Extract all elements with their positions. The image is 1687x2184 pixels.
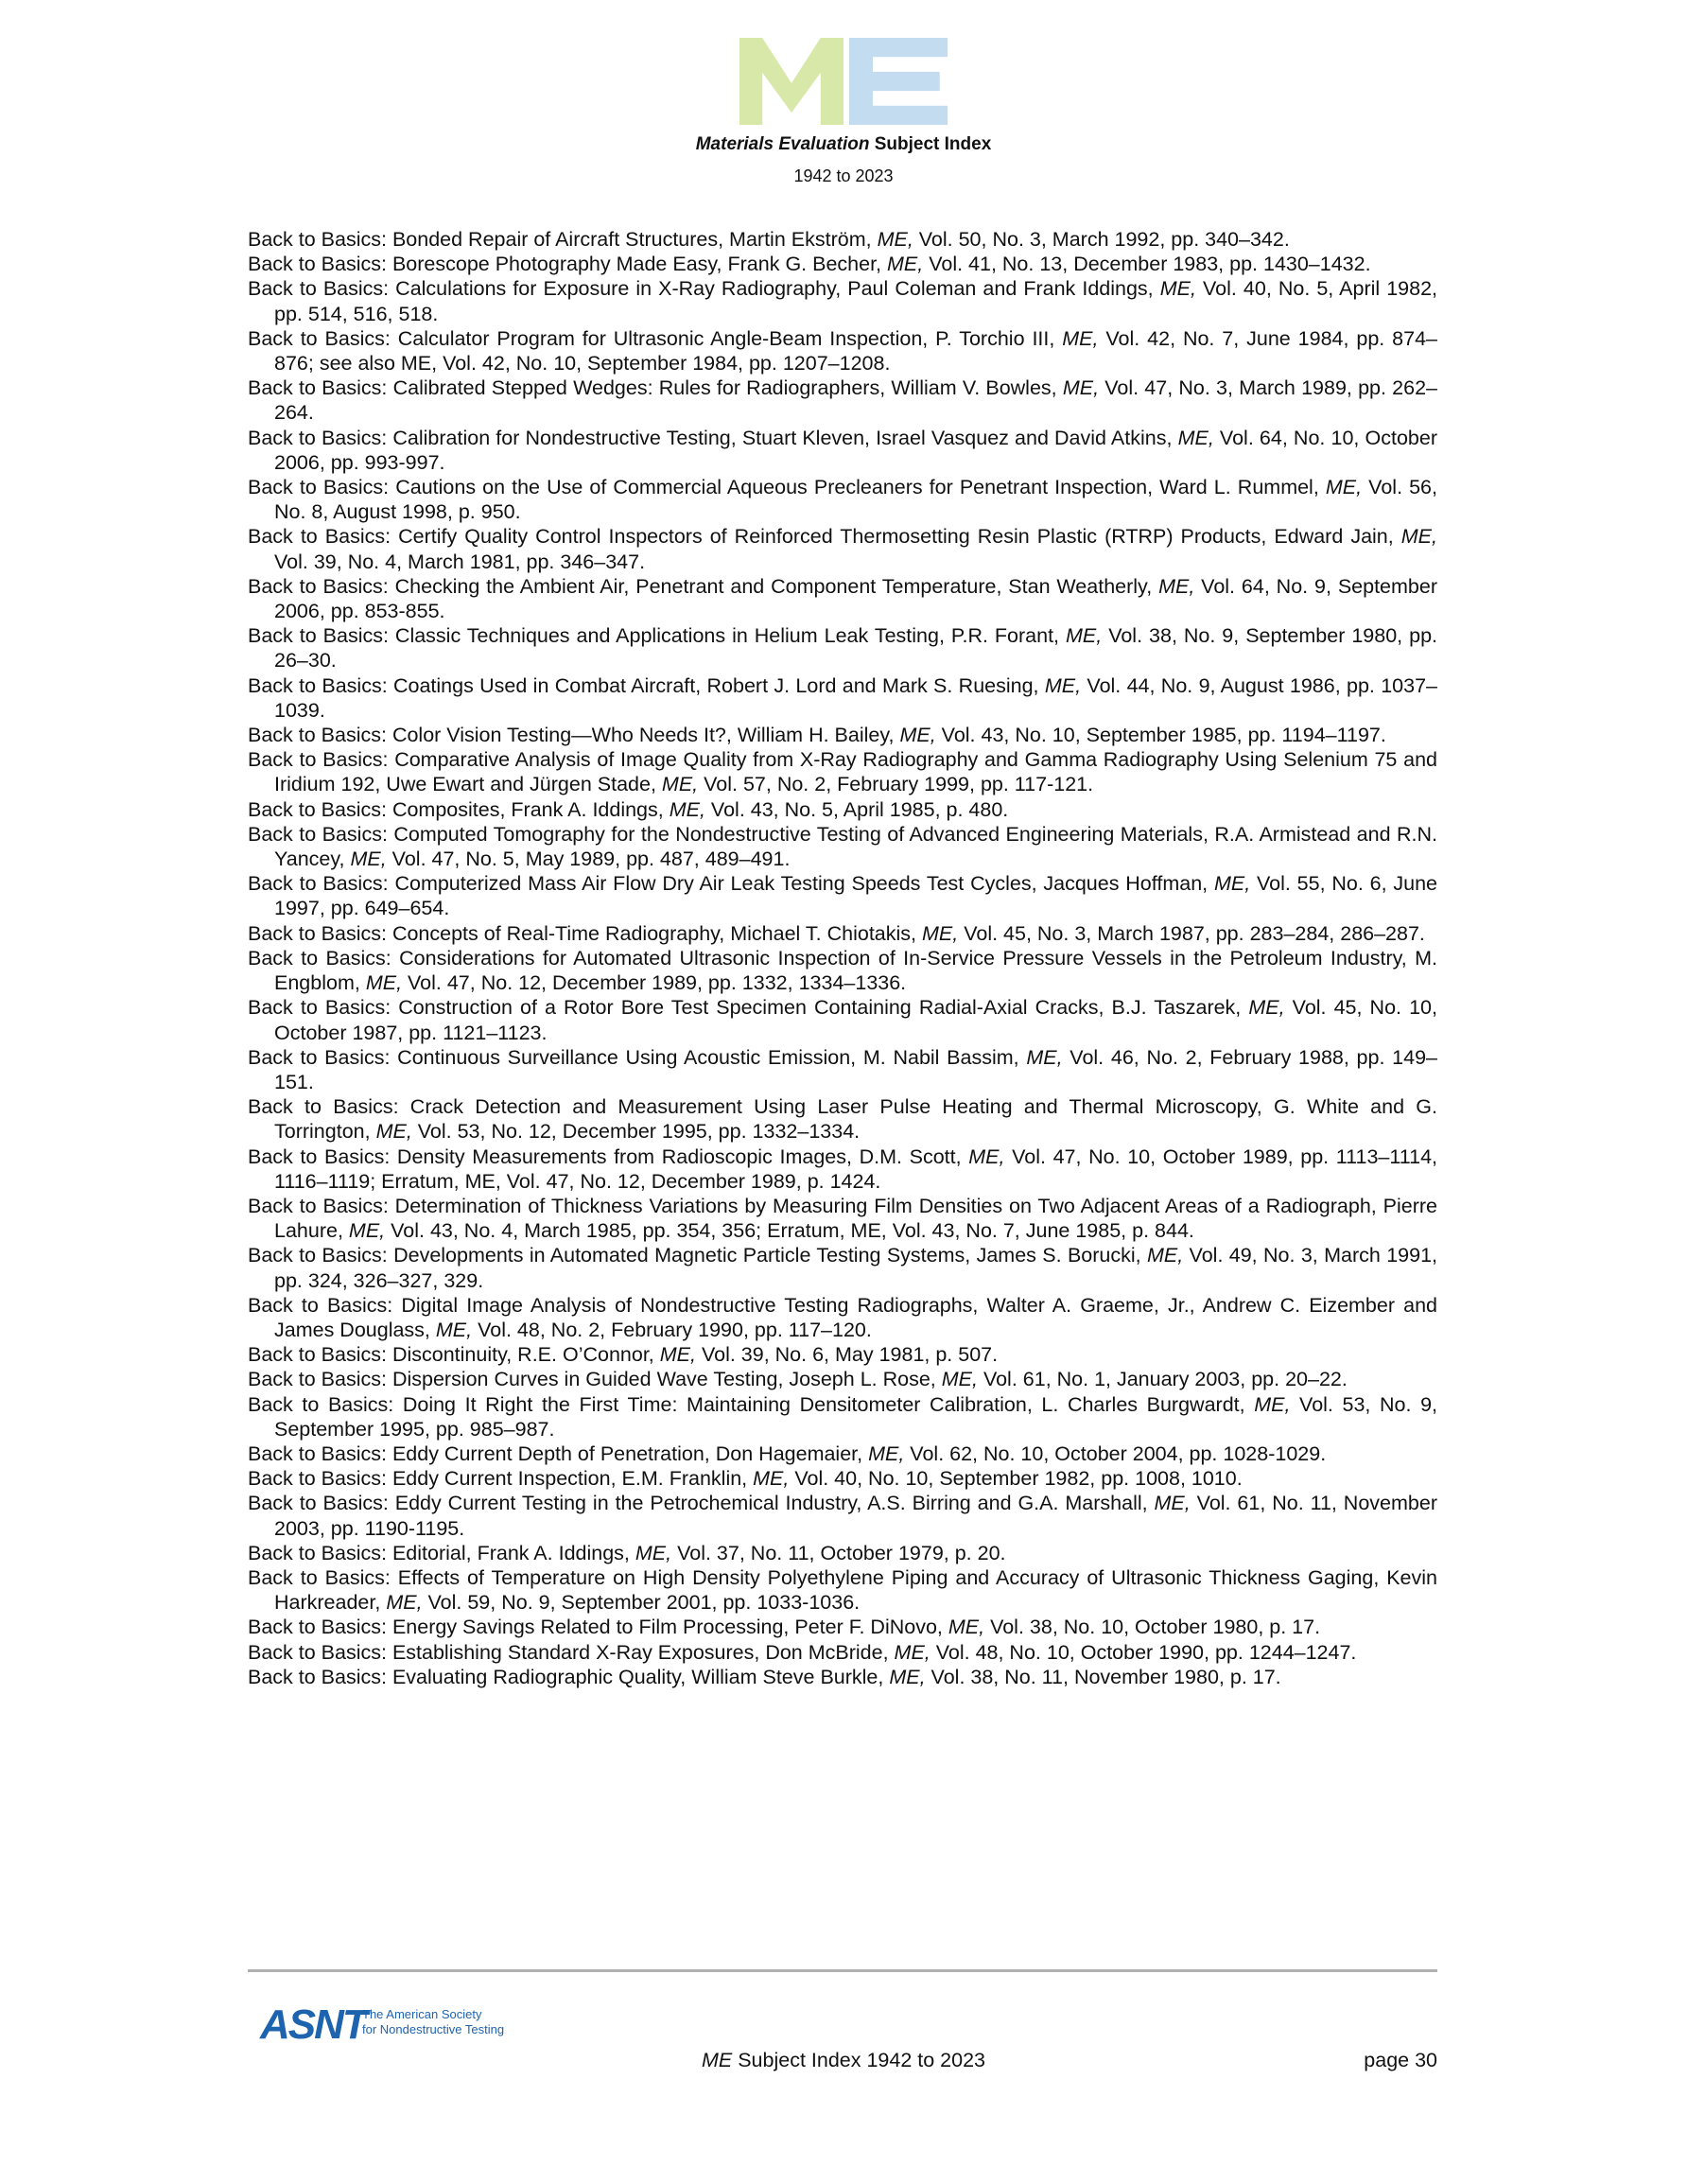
entry-title-author: Back to Basics: Calculations for Exposure in X-Ray Radiography, Paul Coleman and Frank Iddings, — [248, 277, 1160, 301]
entry-title-author: Back to Basics: Establishing Standard X-Ray Exposures, Don McBride, — [248, 1640, 895, 1664]
index-entry — [248, 326, 1437, 376]
entry-citation: Vol. 64, No. 9, September 2006, pp. 853-855. — [274, 574, 1437, 623]
asnt-logo-mark: ASNT — [260, 2001, 366, 2048]
asnt-logo-text — [362, 2007, 504, 2037]
asnt-logo — [260, 1998, 506, 2054]
entry-journal: ME, — [1248, 996, 1285, 1020]
footer-divider — [248, 1969, 1437, 1972]
entry-journal: ME, — [877, 228, 913, 251]
entry-title-author: Back to Basics: Coatings Used in Combat Aircraft, Robert J. Lord and Mark S. Ruesing, — [248, 673, 1045, 697]
entry-title-author: Back to Basics: Comparative Analysis of Image Quality from X-Ray Radiography and Gamma Radiography Using Selenium 75 and Iridium 192, Uwe Ewart and Jürgen Stade, — [248, 748, 1437, 796]
asnt-line-2: for Nondestructive Testing — [362, 2022, 505, 2036]
entry-citation: Vol. 40, No. 5, April 1982, pp. 514, 516, 518. — [274, 277, 1438, 325]
entry-citation: Vol. 38, No. 11, November 1980, p. 17. — [925, 1665, 1281, 1688]
entry-title-author: Back to Basics: Continuous Surveillance Using Acoustic Emission, M. Nabil Bassim, — [248, 1045, 1027, 1069]
entry-journal: ME, — [1066, 624, 1103, 648]
entry-title-author: Back to Basics: Borescope Photography Made Easy, Frank G. Becher, — [248, 253, 887, 276]
index-entry — [248, 723, 1437, 747]
entry-citation: Vol. 47, No. 12, December 1989, pp. 1332, 1334–1336. — [402, 971, 907, 995]
entry-title-author: Back to Basics: Crack Detection and Measurement Using Laser Pulse Heating and Thermal Microscopy, G. White and G. Torrington, — [248, 1095, 1437, 1144]
entry-title-author: Back to Basics: Color Vision Testing—Who Needs It?, William H. Bailey, — [248, 724, 900, 747]
entry-citation: Vol. 44, No. 9, August 1986, pp. 1037–1039. — [274, 673, 1438, 722]
entry-citation: Vol. 39, No. 4, March 1981, pp. 346–347. — [274, 550, 646, 573]
index-entry — [248, 1293, 1437, 1342]
entry-title-author: Back to Basics: Density Measurements from Radioscopic Images, D.M. Scott, — [248, 1144, 969, 1168]
entry-citation: Vol. 48, No. 2, February 1990, pp. 117–120. — [472, 1318, 872, 1341]
entry-citation: Vol. 55, No. 6, June 1997, pp. 649–654. — [274, 872, 1437, 920]
asnt-line-1: The American Society — [362, 2007, 482, 2021]
header-title — [0, 134, 1687, 155]
index-entry — [248, 1541, 1437, 1565]
entry-journal: ME, — [661, 773, 699, 796]
header-title-italic: Materials Evaluation — [695, 134, 870, 154]
entry-title-author: Back to Basics: Computerized Mass Air Flow Dry Air Leak Testing Speeds Test Cycles, Jacques Hoffman, — [248, 872, 1214, 896]
entry-title-author: Back to Basics: Considerations for Automated Ultrasonic Inspection of In-Service Pressure Vessels in the Petroleum Industry, M. Engblom, — [248, 946, 1437, 995]
index-entry — [248, 426, 1437, 475]
index-entry — [248, 475, 1437, 524]
entry-citation: Vol. 61, No. 1, January 2003, pp. 20–22. — [977, 1368, 1348, 1391]
entry-journal: ME, — [1159, 277, 1196, 301]
entry-journal: ME, — [1177, 426, 1214, 449]
entry-title-author: Back to Basics: Developments in Automated Magnetic Particle Testing Systems, James S. Borucki, — [248, 1244, 1147, 1267]
entry-journal: ME, — [922, 921, 959, 945]
entry-title-author: Back to Basics: Classic Techniques and Applications in Helium Leak Testing, P.R. Forant, — [248, 624, 1066, 648]
entry-citation: Vol. 61, No. 11, November 2003, pp. 1190-1195. — [274, 1492, 1437, 1540]
entry-citation: Vol. 62, No. 10, October 2004, pp. 1028-1029. — [904, 1441, 1327, 1465]
logo-letter-e — [849, 38, 948, 125]
entry-title-author: Back to Basics: Doing It Right the First Time: Maintaining Densitometer Calibration, L. Charles Burgwardt, — [248, 1392, 1255, 1416]
index-entry — [248, 1392, 1437, 1441]
entry-journal: ME, — [375, 1120, 412, 1144]
entry-title-author: Back to Basics: Eddy Current Depth of Penetration, Don Hagemaier, — [248, 1441, 869, 1465]
index-entry — [248, 797, 1437, 822]
entry-journal: ME, — [1154, 1492, 1191, 1515]
index-entry — [248, 921, 1437, 946]
entry-title-author: Back to Basics: Certify Quality Control Inspectors of Reinforced Thermosetting Resin Plastic (RTRP) Products, Edward Jain, — [248, 525, 1401, 549]
me-logo — [739, 38, 948, 125]
index-entry — [248, 1466, 1437, 1491]
index-entry — [248, 1640, 1437, 1665]
entry-journal: ME, — [348, 1219, 386, 1243]
entry-citation: Vol. 40, No. 10, September 1982, pp. 1008, 1010. — [789, 1467, 1243, 1491]
index-entry — [248, 871, 1437, 920]
entry-journal: ME, — [635, 1541, 672, 1564]
index-entry — [248, 1441, 1437, 1466]
entry-title-author: Back to Basics: Concepts of Real-Time Radiography, Michael T. Chiotakis, — [248, 921, 922, 945]
logo-letter-m — [739, 38, 844, 125]
entry-journal: ME, — [1062, 376, 1100, 400]
index-entry-list — [248, 227, 1437, 1689]
entry-title-author: Back to Basics: Calibrated Stepped Wedges: Rules for Radiographers, William V. Bowles, — [248, 376, 1063, 400]
entry-title-author: Back to Basics: Checking the Ambient Air, Penetrant and Component Temperature, Stan Weatherly, — [248, 574, 1159, 598]
entry-citation: Vol. 41, No. 13, December 1983, pp. 1430–1432. — [923, 253, 1371, 276]
entry-citation: Vol. 59, No. 9, September 2001, pp. 1033-1036. — [422, 1591, 861, 1615]
entry-journal: ME, — [669, 797, 705, 821]
entry-citation: Vol. 39, No. 6, May 1981, p. 507. — [695, 1343, 999, 1367]
entry-title-author: Back to Basics: Dispersion Curves in Guided Wave Testing, Joseph L. Rose, — [248, 1368, 942, 1391]
index-entry — [248, 1194, 1437, 1243]
entry-journal: ME, — [868, 1441, 905, 1465]
index-entry — [248, 1144, 1437, 1194]
index-entry — [248, 227, 1437, 252]
entry-journal: ME, — [1213, 872, 1251, 896]
index-entry — [248, 1665, 1437, 1689]
entry-citation: Vol. 43, No. 10, September 1985, pp. 1194–1197. — [935, 724, 1386, 747]
index-entry — [248, 574, 1437, 623]
footer-title-italic: ME — [701, 2049, 733, 2071]
entry-title-author: Back to Basics: Energy Savings Related to Film Processing, Peter F. DiNovo, — [248, 1616, 948, 1639]
entry-journal: ME, — [753, 1467, 790, 1491]
entry-journal: ME, — [1062, 326, 1099, 350]
entry-citation: Vol. 47, No. 3, March 1989, pp. 262–264. — [274, 376, 1437, 425]
entry-citation: Vol. 42, No. 7, June 1984, pp. 874–876; see also ME, Vol. 42, No. 10, September 1984, pp. 1207–1208. — [274, 326, 1437, 376]
index-entry — [248, 1491, 1437, 1540]
entry-citation: Vol. 49, No. 3, March 1991, pp. 324, 326–327, 329. — [274, 1244, 1438, 1292]
index-entry — [248, 1094, 1437, 1144]
index-entry — [248, 747, 1437, 796]
index-entry — [248, 276, 1437, 325]
entry-title-author: Back to Basics: Eddy Current Testing in the Petrochemical Industry, A.S. Birring and G.A. Marshall, — [248, 1492, 1155, 1515]
entry-journal: ME, — [435, 1318, 473, 1341]
entry-citation: Vol. 45, No. 3, March 1987, pp. 283–284, 286–287. — [958, 921, 1425, 945]
entry-citation: Vol. 37, No. 11, October 1979, p. 20. — [671, 1541, 1006, 1564]
index-entry — [248, 376, 1437, 425]
entry-title-author: Back to Basics: Composites, Frank A. Iddings, — [248, 797, 670, 821]
entry-title-author: Back to Basics: Calculator Program for Ultrasonic Angle-Beam Inspection, P. Torchio III, — [248, 326, 1063, 350]
entry-citation: Vol. 43, No. 4, March 1985, pp. 354, 356; Erratum, ME, Vol. 43, No. 7, June 1985, p. 844. — [385, 1219, 1194, 1243]
entry-title-author: Back to Basics: Digital Image Analysis of Nondestructive Testing Radiographs, Walter A. Graeme, Jr., Andrew C. Eizember and James Douglass, — [248, 1293, 1437, 1341]
entry-journal: ME, — [386, 1591, 423, 1615]
entry-journal: ME, — [968, 1144, 1005, 1168]
page-number: page 30 — [1364, 2049, 1437, 2071]
entry-citation: Vol. 53, No. 12, December 1995, pp. 1332–1334. — [411, 1120, 861, 1144]
entry-journal: ME, — [1254, 1392, 1291, 1416]
entry-citation: Vol. 47, No. 5, May 1989, pp. 487, 489–491. — [386, 847, 791, 871]
entry-citation: Vol. 47, No. 10, October 1989, pp. 1113–1114, 1116–1119; Erratum, ME, Vol. 47, No. 12, December 1989, p. 1424. — [274, 1144, 1438, 1193]
index-entry — [248, 623, 1437, 673]
entry-journal: ME, — [887, 253, 924, 276]
index-entry — [248, 252, 1437, 276]
entry-title-author: Back to Basics: Eddy Current Inspection, E.M. Franklin, — [248, 1467, 754, 1491]
entry-title-author: Back to Basics: Computed Tomography for the Nondestructive Testing of Advanced Engineering Materials, R.A. Armistead and R.N. Yancey, — [248, 822, 1437, 871]
entry-citation: Vol. 56, No. 8, August 1998, p. 950. — [274, 476, 1437, 524]
header-title-rest: Subject Index — [869, 134, 992, 154]
entry-title-author: Back to Basics: Effects of Temperature on High Density Polyethylene Piping and Accuracy of Ultrasonic Thickness Gaging, Kevin Harkreader, — [248, 1565, 1437, 1615]
entry-journal: ME, — [1146, 1244, 1184, 1267]
entry-citation: Vol. 43, No. 5, April 1985, p. 480. — [704, 797, 1009, 821]
entry-citation: Vol. 46, No. 2, February 1988, pp. 149–151. — [274, 1045, 1437, 1093]
entry-journal: ME, — [941, 1368, 978, 1391]
entry-journal: ME, — [889, 1665, 926, 1688]
entry-journal: ME, — [1044, 673, 1082, 697]
entry-journal: ME, — [894, 1640, 930, 1664]
entry-citation: Vol. 45, No. 10, October 1987, pp. 1121–1123. — [274, 996, 1437, 1044]
index-entry — [248, 822, 1437, 871]
index-entry — [248, 1045, 1437, 1094]
entry-citation: Vol. 38, No. 9, September 1980, pp. 26–30. — [274, 624, 1437, 673]
entry-title-author: Back to Basics: Construction of a Rotor Bore Test Specimen Containing Radial-Axial Cracks, B.J. Taszarek, — [248, 996, 1249, 1020]
entry-citation: Vol. 38, No. 10, October 1980, p. 17. — [984, 1616, 1321, 1639]
entry-title-author: Back to Basics: Determination of Thickness Variations by Measuring Film Densities on Two Adjacent Areas of a Radiograph, Pierre Lahure, — [248, 1194, 1437, 1243]
entry-title-author: Back to Basics: Calibration for Nondestructive Testing, Stuart Kleven, Israel Vasquez and David Atkins, — [248, 426, 1178, 449]
entry-journal: ME, — [1400, 525, 1437, 549]
entry-citation: Vol. 64, No. 10, October 2006, pp. 993-997. — [274, 426, 1437, 474]
entry-journal: ME, — [1026, 1045, 1063, 1069]
entry-title-author: Back to Basics: Bonded Repair of Aircraft Structures, Martin Ekström, — [248, 228, 878, 251]
entry-title-author: Back to Basics: Discontinuity, R.E. O’Connor, — [248, 1343, 660, 1367]
entry-citation: Vol. 50, No. 3, March 1992, pp. 340–342. — [913, 228, 1290, 251]
index-entry — [248, 1615, 1437, 1639]
entry-journal: ME, — [365, 971, 403, 995]
index-entry — [248, 1342, 1437, 1367]
index-entry — [248, 1367, 1437, 1391]
header-years: 1942 to 2023 — [793, 166, 894, 185]
entry-journal: ME, — [1158, 574, 1195, 598]
entry-citation: Vol. 48, No. 10, October 1990, pp. 1244–1247. — [930, 1640, 1357, 1664]
entry-journal: ME, — [899, 724, 936, 747]
entry-journal: ME, — [1325, 476, 1363, 499]
entry-title-author: Back to Basics: Cautions on the Use of Commercial Aqueous Precleaners for Penetrant Inspection, Ward L. Rummel, — [248, 476, 1326, 499]
entry-citation: Vol. 57, No. 2, February 1999, pp. 117-121. — [698, 773, 1094, 796]
entry-journal: ME, — [948, 1616, 985, 1639]
entry-title-author: Back to Basics: Editorial, Frank A. Iddings, — [248, 1541, 635, 1564]
index-entry — [248, 946, 1437, 995]
footer-title-rest: Subject Index 1942 to 2023 — [732, 2049, 985, 2071]
entry-journal: ME, — [659, 1343, 696, 1367]
entry-citation: Vol. 53, No. 9, September 1995, pp. 985–987. — [274, 1392, 1437, 1441]
index-entry — [248, 524, 1437, 573]
index-entry — [248, 1565, 1437, 1615]
index-entry — [248, 673, 1437, 723]
entry-title-author: Back to Basics: Evaluating Radiographic Quality, William Steve Burkle, — [248, 1665, 890, 1688]
entry-journal: ME, — [350, 847, 387, 871]
index-entry — [248, 1243, 1437, 1292]
index-entry — [248, 995, 1437, 1044]
